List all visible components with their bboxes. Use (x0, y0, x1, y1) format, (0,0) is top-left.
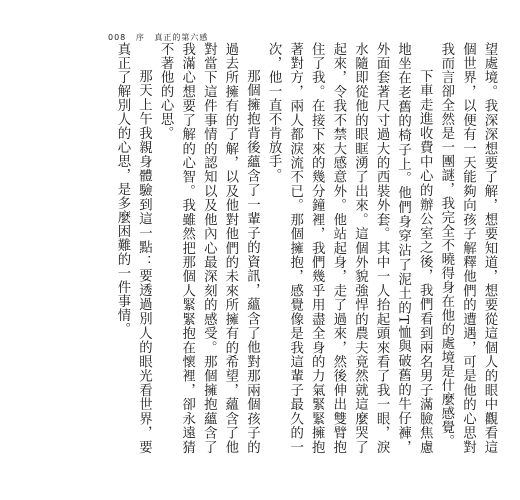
paragraph-4: 那天上午我親身體驗到這一點：要透過別人的眼光看世界，要真正了解別人的心思，是多麼困難的一件事情。 (114, 42, 152, 454)
page-number: 008 (108, 33, 127, 42)
vertical-text-body (111, 42, 500, 454)
paragraph-3: 那個擁抱背後蘊含了一輩子的資訊，蘊含了他對那兩個孩子的過去所擁有的了解，以及他對他們的未來所擁有的希望，蘊含了他對當下這件事情的認知以及他內心最深刻的感受。那個擁抱蘊含了我滿心想要了解的心智。我雖然把那個人緊緊抱在懷裡，卻永遠猜不著他的心思。 (158, 42, 260, 454)
section-label: 序 (135, 33, 145, 42)
book-title: 真正的第六感 (154, 33, 209, 42)
paragraph-1: 望處境。我深深想要了解，想要知道，想要從這個人的眼中觀看這個世界，以便有一天能夠向孩子解釋他們的遭遇，可是他的心思對我而言卻全然是一團謎，我完全不曉得身在他的處境是什麼感覺。 (438, 42, 497, 454)
paragraph-2: 下車走進收費中心的辦公室之後，我們看到兩名男子滿臉焦慮地坐在老舊的椅子上。他們身穿沾了泥土的T恤與破舊的牛仔褲，外面套著尺寸過大的西裝外套。其中一人抬起頭來看了我一眼，淚水隨即從他的眼眶湧了出來。這個外貌強悍的農夫竟然就這麼哭了起來，令我不禁大感意外。他站起身，走了過來，然後伸出雙臂抱住了我。在接下來的幾分鐘裡，我們幾乎用盡全身的力氣緊緊擁抱著對方，兩人都淚流不已。那個擁抱，感覺像是我這輩子最久的一次，他一直不肯放手。 (266, 42, 433, 454)
